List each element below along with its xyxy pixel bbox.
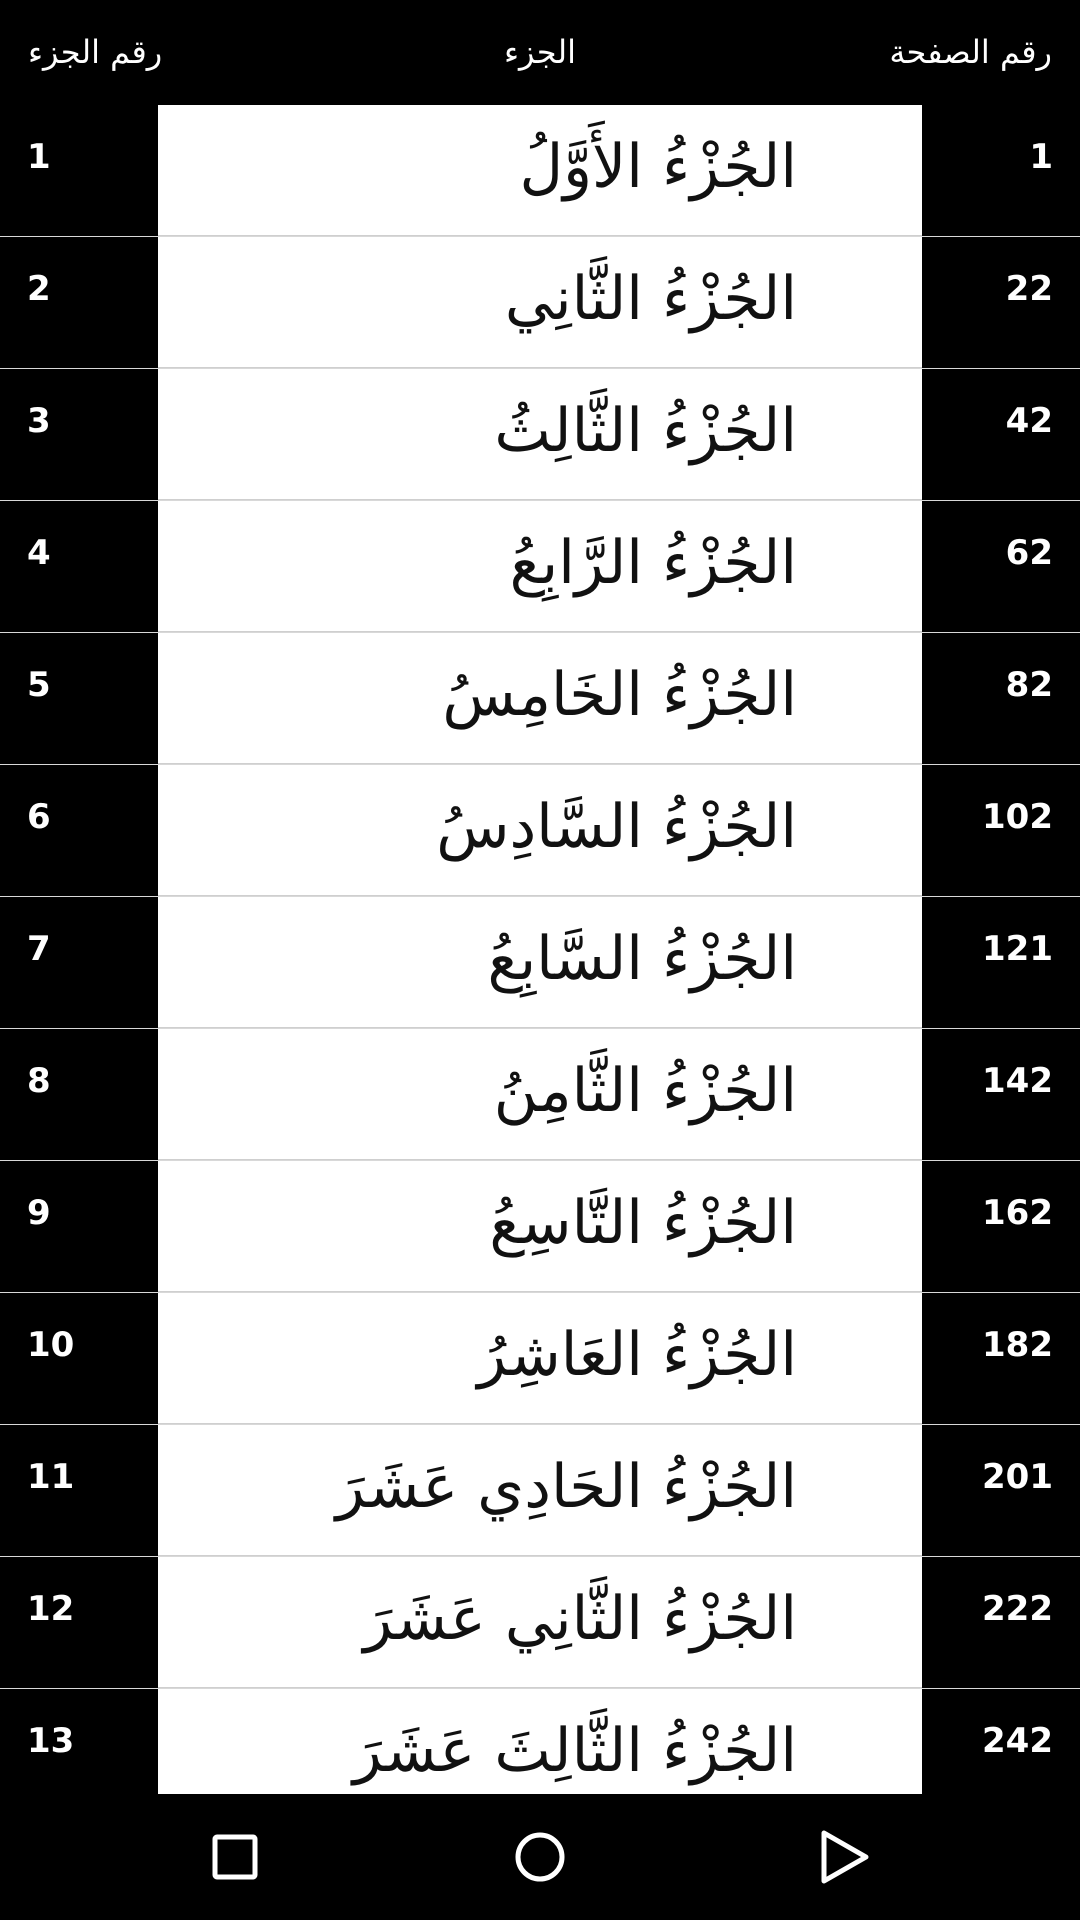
circle-icon[interactable] — [505, 1822, 575, 1892]
page-number-cell — [922, 501, 1080, 632]
list-item[interactable] — [0, 1161, 1080, 1293]
page-number: 182 — [982, 1325, 1053, 1365]
header-page-number: رقم الصفحة — [889, 33, 1052, 71]
juz-number-cell — [0, 369, 158, 500]
page-number: 121 — [982, 929, 1053, 969]
page-number-cell — [922, 1293, 1080, 1424]
header-juz-number: رقم الجزء — [28, 33, 163, 71]
list-item[interactable] — [0, 765, 1080, 897]
juz-name-cell[interactable] — [158, 1293, 922, 1424]
list-item[interactable] — [0, 1293, 1080, 1425]
juz-name-cell[interactable] — [158, 1689, 922, 1794]
juz-number: 9 — [27, 1193, 51, 1233]
list-item[interactable] — [0, 237, 1080, 369]
juz-number-cell — [0, 1293, 158, 1424]
juz-number: 11 — [27, 1457, 75, 1497]
juz-list[interactable] — [0, 105, 1080, 1794]
juz-number-cell — [0, 633, 158, 764]
system-navigation-bar — [0, 1794, 1080, 1920]
page-number: 242 — [982, 1721, 1053, 1761]
juz-number-cell — [0, 105, 158, 236]
juz-number: 1 — [27, 137, 51, 177]
page-number: 201 — [982, 1457, 1053, 1497]
list-item[interactable] — [0, 1557, 1080, 1689]
list-item[interactable] — [0, 633, 1080, 765]
juz-number-cell — [0, 897, 158, 1028]
table-header — [0, 0, 1080, 105]
juz-name-cell[interactable] — [158, 765, 922, 896]
juz-name: الجُزْءُ الثَّالِثَ عَشَرَ — [352, 1716, 797, 1786]
juz-name: الجُزْءُ الخَامِسُ — [442, 660, 797, 730]
juz-number: 7 — [27, 929, 51, 969]
list-item[interactable] — [0, 897, 1080, 1029]
triangle-icon[interactable] — [810, 1822, 880, 1892]
juz-name: الجُزْءُ التَّاسِعُ — [489, 1188, 797, 1258]
juz-name-cell[interactable] — [158, 1029, 922, 1160]
page-number-cell — [922, 1029, 1080, 1160]
page-number-cell — [922, 369, 1080, 500]
juz-number: 6 — [27, 797, 51, 837]
page-number-cell — [922, 1425, 1080, 1556]
juz-number: 5 — [27, 665, 51, 705]
juz-number-cell — [0, 765, 158, 896]
juz-name: الجُزْءُ العَاشِرُ — [477, 1320, 797, 1390]
juz-number-cell — [0, 1557, 158, 1688]
list-item[interactable] — [0, 1425, 1080, 1557]
list-item[interactable] — [0, 105, 1080, 237]
juz-number-cell — [0, 1161, 158, 1292]
juz-number: 10 — [27, 1325, 75, 1365]
page-number: 222 — [982, 1589, 1053, 1629]
page-number-cell — [922, 1557, 1080, 1688]
juz-name-cell[interactable] — [158, 897, 922, 1028]
page-number-cell — [922, 765, 1080, 896]
juz-number-cell — [0, 1029, 158, 1160]
juz-name-cell[interactable] — [158, 501, 922, 632]
square-icon[interactable] — [200, 1822, 270, 1892]
page-number-cell — [922, 1689, 1080, 1794]
juz-name-cell[interactable] — [158, 633, 922, 764]
juz-number: 12 — [27, 1589, 75, 1629]
page-number: 162 — [982, 1193, 1053, 1233]
juz-name: الجُزْءُ الرَّابِعُ — [509, 528, 797, 598]
juz-number-cell — [0, 501, 158, 632]
header-juz: الجزء — [504, 33, 576, 71]
list-item[interactable] — [0, 501, 1080, 633]
juz-name: الجُزْءُ الثَّامِنُ — [493, 1056, 797, 1126]
page-number-cell — [922, 237, 1080, 368]
juz-name-cell[interactable] — [158, 1425, 922, 1556]
juz-name-cell[interactable] — [158, 105, 922, 236]
juz-number: 8 — [27, 1061, 51, 1101]
page-number: 1 — [1029, 137, 1053, 177]
page-number: 82 — [1005, 665, 1053, 705]
page-number: 142 — [982, 1061, 1053, 1101]
juz-number-cell — [0, 1689, 158, 1794]
juz-name: الجُزْءُ الثَّالِثُ — [494, 396, 797, 466]
page-number-cell — [922, 1161, 1080, 1292]
page-number-cell — [922, 897, 1080, 1028]
juz-name-cell[interactable] — [158, 1161, 922, 1292]
juz-number-cell — [0, 237, 158, 368]
juz-name: الجُزْءُ الثَّانِي — [504, 264, 797, 334]
juz-number: 4 — [27, 533, 51, 573]
page-number: 42 — [1005, 401, 1053, 441]
juz-number: 13 — [27, 1721, 75, 1761]
juz-name-cell[interactable] — [158, 369, 922, 500]
juz-name: الجُزْءُ السَّادِسُ — [436, 792, 797, 862]
page-number-cell — [922, 105, 1080, 236]
list-item[interactable] — [0, 1689, 1080, 1794]
juz-name-cell[interactable] — [158, 237, 922, 368]
juz-number-cell — [0, 1425, 158, 1556]
page-number: 22 — [1005, 269, 1053, 309]
juz-name: الجُزْءُ الحَادِي عَشَرَ — [335, 1452, 797, 1522]
page-number: 62 — [1005, 533, 1053, 573]
juz-name-cell[interactable] — [158, 1557, 922, 1688]
list-item[interactable] — [0, 369, 1080, 501]
page-number: 102 — [982, 797, 1053, 837]
page-number-cell — [922, 633, 1080, 764]
juz-number: 3 — [27, 401, 51, 441]
juz-name: الجُزْءُ الأَوَّلُ — [519, 132, 797, 202]
juz-number: 2 — [27, 269, 51, 309]
juz-name: الجُزْءُ الثَّانِي عَشَرَ — [363, 1584, 797, 1654]
list-item[interactable] — [0, 1029, 1080, 1161]
juz-name: الجُزْءُ السَّابِعُ — [487, 924, 797, 994]
